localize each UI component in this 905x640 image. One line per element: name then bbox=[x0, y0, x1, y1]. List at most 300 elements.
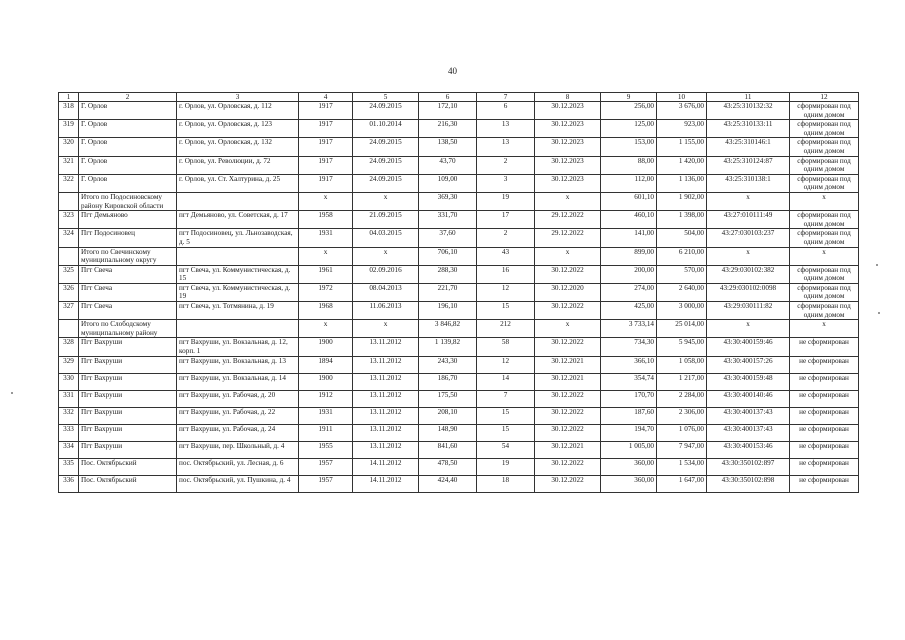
address-cell: пгт Вахруши, ул. Вокзальная, д. 14 bbox=[177, 373, 299, 390]
row-number: 329 bbox=[59, 356, 79, 373]
cadastral-number-cell: 43:29:030102:382 bbox=[707, 265, 790, 283]
land-area-cell: 360,00 bbox=[601, 458, 657, 475]
deadline-cell: x bbox=[535, 192, 601, 210]
address-cell: г. Орлов, ул. Ст. Халтурина, д. 25 bbox=[177, 174, 299, 192]
date-cell: x bbox=[353, 320, 419, 338]
cadastral-number-cell: 43:25:310124:87 bbox=[707, 156, 790, 174]
count-cell: 15 bbox=[477, 407, 535, 424]
settlement-cell: Пгт Вахруши bbox=[79, 373, 177, 390]
status-cell: сформирован под одним домом bbox=[790, 138, 859, 156]
deadline-cell: 30.12.2023 bbox=[535, 120, 601, 138]
date-cell: 04.03.2015 bbox=[353, 229, 419, 247]
address-cell: г. Орлов, ул. Орловская, д. 112 bbox=[177, 102, 299, 120]
deadline-cell: 30.12.2022 bbox=[535, 424, 601, 441]
table-header-row bbox=[59, 93, 859, 102]
value-cell: 1 420,00 bbox=[657, 156, 707, 174]
land-area-cell: 153,00 bbox=[601, 138, 657, 156]
status-cell: не сформирован bbox=[790, 390, 859, 407]
settlement-cell: Г. Орлов bbox=[79, 138, 177, 156]
year-cell: 1917 bbox=[299, 138, 353, 156]
cadastral-number-cell: 43:25:310132:32 bbox=[707, 102, 790, 120]
area-cell: 196,10 bbox=[419, 302, 477, 320]
area-cell: 138,50 bbox=[419, 138, 477, 156]
address-cell bbox=[177, 247, 299, 265]
table-total-row bbox=[59, 192, 859, 210]
scan-speck bbox=[878, 312, 880, 314]
year-cell: x bbox=[299, 192, 353, 210]
deadline-cell: 30.12.2020 bbox=[535, 283, 601, 301]
status-cell: сформирован под одним домом bbox=[790, 174, 859, 192]
column-header: 10 bbox=[657, 93, 707, 102]
column-header: 3 bbox=[177, 93, 299, 102]
date-cell: 02.09.2016 bbox=[353, 265, 419, 283]
settlement-cell: Пгт Свеча bbox=[79, 283, 177, 301]
table-total-row bbox=[59, 320, 859, 338]
count-cell: 3 bbox=[477, 174, 535, 192]
deadline-cell: 30.12.2023 bbox=[535, 102, 601, 120]
count-cell: 14 bbox=[477, 373, 535, 390]
address-cell: г. Орлов, ул. Революции, д. 72 bbox=[177, 156, 299, 174]
cadastral-number-cell: 43:29:030102:0098 bbox=[707, 283, 790, 301]
year-cell: 1955 bbox=[299, 441, 353, 458]
year-cell: 1917 bbox=[299, 102, 353, 120]
land-area-cell: 187,60 bbox=[601, 407, 657, 424]
settlement-cell: Г. Орлов bbox=[79, 174, 177, 192]
area-cell: 706,10 bbox=[419, 247, 477, 265]
row-number: 322 bbox=[59, 174, 79, 192]
column-header: 12 bbox=[790, 93, 859, 102]
year-cell: 1958 bbox=[299, 211, 353, 229]
address-cell: пгт Свеча, ул. Коммунистическая, д. 15 bbox=[177, 265, 299, 283]
address-cell: пгт Вахруши, ул. Рабочая, д. 22 bbox=[177, 407, 299, 424]
table-total-row bbox=[59, 247, 859, 265]
cadastral-number-cell: 43:30:400153:46 bbox=[707, 441, 790, 458]
value-cell: 1 217,00 bbox=[657, 373, 707, 390]
area-cell: 243,30 bbox=[419, 356, 477, 373]
year-cell: 1917 bbox=[299, 120, 353, 138]
value-cell: 570,00 bbox=[657, 265, 707, 283]
cadastral-number-cell: 43:30:400159:46 bbox=[707, 338, 790, 356]
year-cell: 1957 bbox=[299, 475, 353, 492]
address-cell bbox=[177, 320, 299, 338]
land-area-cell: 460,10 bbox=[601, 211, 657, 229]
date-cell: 13.11.2012 bbox=[353, 390, 419, 407]
settlement-cell: Пгт Вахруши bbox=[79, 441, 177, 458]
column-header: 11 bbox=[707, 93, 790, 102]
column-header: 1 bbox=[59, 93, 79, 102]
table-row bbox=[59, 441, 859, 458]
deadline-cell: 30.12.2022 bbox=[535, 407, 601, 424]
row-number: 323 bbox=[59, 211, 79, 229]
cadastral-number-cell: x bbox=[707, 192, 790, 210]
count-cell: 43 bbox=[477, 247, 535, 265]
settlement-cell: Пгт Вахруши bbox=[79, 424, 177, 441]
count-cell: 12 bbox=[477, 356, 535, 373]
area-cell: 331,70 bbox=[419, 211, 477, 229]
date-cell: 13.11.2012 bbox=[353, 338, 419, 356]
row-number: 326 bbox=[59, 283, 79, 301]
address-cell: пос. Октябрьский, ул. Лесная, д. 6 bbox=[177, 458, 299, 475]
status-cell: сформирован под одним домом bbox=[790, 211, 859, 229]
settlement-cell: Пос. Октябрьский bbox=[79, 475, 177, 492]
address-cell: пгт Свеча, ул. Тотмянина, д. 19 bbox=[177, 302, 299, 320]
land-area-cell: 274,00 bbox=[601, 283, 657, 301]
value-cell: 1 647,00 bbox=[657, 475, 707, 492]
deadline-cell: 29.12.2022 bbox=[535, 229, 601, 247]
count-cell: 13 bbox=[477, 120, 535, 138]
date-cell: 01.10.2014 bbox=[353, 120, 419, 138]
date-cell: 24.09.2015 bbox=[353, 174, 419, 192]
cadastral-number-cell: 43:25:310146:1 bbox=[707, 138, 790, 156]
deadline-cell: 30.12.2021 bbox=[535, 356, 601, 373]
row-number bbox=[59, 192, 79, 210]
land-area-cell: 366,10 bbox=[601, 356, 657, 373]
table-row bbox=[59, 283, 859, 301]
settlement-cell: Г. Орлов bbox=[79, 120, 177, 138]
row-number: 321 bbox=[59, 156, 79, 174]
value-cell: 1 136,00 bbox=[657, 174, 707, 192]
status-cell: не сформирован bbox=[790, 407, 859, 424]
value-cell: 3 000,00 bbox=[657, 302, 707, 320]
cadastral-number-cell: 43:25:310138:1 bbox=[707, 174, 790, 192]
area-cell: 208,10 bbox=[419, 407, 477, 424]
deadline-cell: 30.12.2021 bbox=[535, 441, 601, 458]
status-cell: сформирован под одним домом bbox=[790, 265, 859, 283]
area-cell: 216,30 bbox=[419, 120, 477, 138]
value-cell: 3 676,00 bbox=[657, 102, 707, 120]
table-row bbox=[59, 424, 859, 441]
value-cell: 5 945,00 bbox=[657, 338, 707, 356]
settlement-cell: Пгт Вахруши bbox=[79, 356, 177, 373]
settlement-cell: Пгт Свеча bbox=[79, 302, 177, 320]
year-cell: 1900 bbox=[299, 373, 353, 390]
cadastral-number-cell: 43:30:400137:43 bbox=[707, 407, 790, 424]
address-cell: пгт Подосиновец, ул. Льнозаводская, д. 5 bbox=[177, 229, 299, 247]
table-row bbox=[59, 356, 859, 373]
cadastral-number-cell: 43:30:400140:46 bbox=[707, 390, 790, 407]
date-cell: 24.09.2015 bbox=[353, 138, 419, 156]
date-cell: 14.11.2012 bbox=[353, 475, 419, 492]
address-cell: пгт Вахруши, ул. Рабочая, д. 20 bbox=[177, 390, 299, 407]
row-number: 335 bbox=[59, 458, 79, 475]
settlement-cell: Итого по Слободскому муниципальному району bbox=[79, 320, 177, 338]
value-cell: 1 902,00 bbox=[657, 192, 707, 210]
count-cell: 13 bbox=[477, 138, 535, 156]
value-cell: 923,00 bbox=[657, 120, 707, 138]
deadline-cell: 30.12.2023 bbox=[535, 156, 601, 174]
deadline-cell: 30.12.2022 bbox=[535, 458, 601, 475]
area-cell: 186,70 bbox=[419, 373, 477, 390]
settlement-cell: Пгт Подосиновец bbox=[79, 229, 177, 247]
cadastral-number-cell: 43:29:030111:82 bbox=[707, 302, 790, 320]
column-header: 2 bbox=[79, 93, 177, 102]
address-cell: пгт Вахруши, ул. Вокзальная, д. 12, корп. 1 bbox=[177, 338, 299, 356]
status-cell: сформирован под одним домом bbox=[790, 229, 859, 247]
land-area-cell: 112,00 bbox=[601, 174, 657, 192]
row-number: 336 bbox=[59, 475, 79, 492]
deadline-cell: 30.12.2022 bbox=[535, 338, 601, 356]
status-cell: не сформирован bbox=[790, 475, 859, 492]
cadastral-number-cell: x bbox=[707, 247, 790, 265]
date-cell: x bbox=[353, 247, 419, 265]
year-cell: 1917 bbox=[299, 156, 353, 174]
value-cell: 2 306,00 bbox=[657, 407, 707, 424]
value-cell: 1 155,00 bbox=[657, 138, 707, 156]
cadastral-number-cell: 43:30:350102:898 bbox=[707, 475, 790, 492]
land-area-cell: 170,70 bbox=[601, 390, 657, 407]
table-row bbox=[59, 174, 859, 192]
column-header: 9 bbox=[601, 93, 657, 102]
settlement-cell: Г. Орлов bbox=[79, 156, 177, 174]
row-number: 333 bbox=[59, 424, 79, 441]
scan-speck bbox=[876, 264, 878, 266]
cadastral-number-cell: 43:27:030103:237 bbox=[707, 229, 790, 247]
table-row bbox=[59, 302, 859, 320]
land-area-cell: 194,70 bbox=[601, 424, 657, 441]
date-cell: 13.11.2012 bbox=[353, 373, 419, 390]
count-cell: 54 bbox=[477, 441, 535, 458]
year-cell: 1911 bbox=[299, 424, 353, 441]
deadline-cell: x bbox=[535, 247, 601, 265]
date-cell: 21.09.2015 bbox=[353, 211, 419, 229]
land-area-cell: 125,00 bbox=[601, 120, 657, 138]
date-cell: 14.11.2012 bbox=[353, 458, 419, 475]
count-cell: 17 bbox=[477, 211, 535, 229]
date-cell: 13.11.2012 bbox=[353, 407, 419, 424]
column-header: 4 bbox=[299, 93, 353, 102]
settlement-cell: Пгт Вахруши bbox=[79, 390, 177, 407]
deadline-cell: 30.12.2022 bbox=[535, 390, 601, 407]
row-number: 324 bbox=[59, 229, 79, 247]
status-cell: не сформирован bbox=[790, 338, 859, 356]
cadastral-number-cell: 43:27:010111:49 bbox=[707, 211, 790, 229]
address-cell: пгт Вахруши, пер. Школьный, д. 4 bbox=[177, 441, 299, 458]
year-cell: 1961 bbox=[299, 265, 353, 283]
address-cell bbox=[177, 192, 299, 210]
address-cell: пос. Октябрьский, ул. Пушкина, д. 4 bbox=[177, 475, 299, 492]
area-cell: 109,00 bbox=[419, 174, 477, 192]
cadastral-number-cell: 43:25:310133:11 bbox=[707, 120, 790, 138]
address-cell: г. Орлов, ул. Орловская, д. 123 bbox=[177, 120, 299, 138]
land-area-cell: 734,30 bbox=[601, 338, 657, 356]
value-cell: 1 398,00 bbox=[657, 211, 707, 229]
table-row bbox=[59, 211, 859, 229]
deadline-cell: 29.12.2022 bbox=[535, 211, 601, 229]
count-cell: 19 bbox=[477, 458, 535, 475]
count-cell: 2 bbox=[477, 156, 535, 174]
row-number: 318 bbox=[59, 102, 79, 120]
value-cell: 7 947,00 bbox=[657, 441, 707, 458]
date-cell: 13.11.2012 bbox=[353, 441, 419, 458]
date-cell: 24.09.2015 bbox=[353, 102, 419, 120]
land-area-cell: 354,74 bbox=[601, 373, 657, 390]
row-number: 320 bbox=[59, 138, 79, 156]
count-cell: 16 bbox=[477, 265, 535, 283]
deadline-cell: 30.12.2022 bbox=[535, 302, 601, 320]
land-area-cell: 141,00 bbox=[601, 229, 657, 247]
address-cell: пгт Вахруши, ул. Рабочая, д. 24 bbox=[177, 424, 299, 441]
table-row bbox=[59, 120, 859, 138]
year-cell: 1894 bbox=[299, 356, 353, 373]
table-row bbox=[59, 475, 859, 492]
count-cell: 7 bbox=[477, 390, 535, 407]
count-cell: 15 bbox=[477, 302, 535, 320]
status-cell: не сформирован bbox=[790, 458, 859, 475]
count-cell: 19 bbox=[477, 192, 535, 210]
row-number bbox=[59, 320, 79, 338]
settlement-cell: Г. Орлов bbox=[79, 102, 177, 120]
page-number: 40 bbox=[448, 66, 457, 76]
table-row bbox=[59, 407, 859, 424]
date-cell: 13.11.2012 bbox=[353, 356, 419, 373]
area-cell: 1 139,82 bbox=[419, 338, 477, 356]
land-area-cell: 899,00 bbox=[601, 247, 657, 265]
row-number: 334 bbox=[59, 441, 79, 458]
settlement-cell: Пгт Демьяново bbox=[79, 211, 177, 229]
land-area-cell: 1 005,00 bbox=[601, 441, 657, 458]
row-number: 319 bbox=[59, 120, 79, 138]
cadastral-number-cell: 43:30:400157:26 bbox=[707, 356, 790, 373]
year-cell: 1917 bbox=[299, 174, 353, 192]
column-header: 8 bbox=[535, 93, 601, 102]
address-cell: пгт Демьяново, ул. Советская, д. 17 bbox=[177, 211, 299, 229]
land-area-cell: 360,00 bbox=[601, 475, 657, 492]
settlement-cell: Пос. Октябрьский bbox=[79, 458, 177, 475]
status-cell: сформирован под одним домом bbox=[790, 102, 859, 120]
status-cell: x bbox=[790, 247, 859, 265]
table-row bbox=[59, 338, 859, 356]
area-cell: 148,90 bbox=[419, 424, 477, 441]
address-cell: пгт Свеча, ул. Коммунистическая, д. 19 bbox=[177, 283, 299, 301]
area-cell: 369,30 bbox=[419, 192, 477, 210]
deadline-cell: 30.12.2021 bbox=[535, 373, 601, 390]
area-cell: 3 846,82 bbox=[419, 320, 477, 338]
date-cell: 08.04.2013 bbox=[353, 283, 419, 301]
area-cell: 172,10 bbox=[419, 102, 477, 120]
column-header: 6 bbox=[419, 93, 477, 102]
land-area-cell: 88,00 bbox=[601, 156, 657, 174]
year-cell: 1931 bbox=[299, 229, 353, 247]
row-number: 332 bbox=[59, 407, 79, 424]
status-cell: сформирован под одним домом bbox=[790, 156, 859, 174]
year-cell: 1972 bbox=[299, 283, 353, 301]
deadline-cell: 30.12.2023 bbox=[535, 174, 601, 192]
count-cell: 2 bbox=[477, 229, 535, 247]
date-cell: 24.09.2015 bbox=[353, 156, 419, 174]
area-cell: 221,70 bbox=[419, 283, 477, 301]
table-row bbox=[59, 265, 859, 283]
settlement-cell: Пгт Вахруши bbox=[79, 338, 177, 356]
date-cell: 11.06.2013 bbox=[353, 302, 419, 320]
year-cell: 1900 bbox=[299, 338, 353, 356]
table-body bbox=[59, 102, 859, 493]
status-cell: сформирован под одним домом bbox=[790, 283, 859, 301]
column-header: 5 bbox=[353, 93, 419, 102]
settlement-cell: Пгт Свеча bbox=[79, 265, 177, 283]
table-row bbox=[59, 102, 859, 120]
column-header: 7 bbox=[477, 93, 535, 102]
year-cell: 1931 bbox=[299, 407, 353, 424]
year-cell: 1912 bbox=[299, 390, 353, 407]
table-row bbox=[59, 229, 859, 247]
status-cell: не сформирован bbox=[790, 424, 859, 441]
date-cell: 13.11.2012 bbox=[353, 424, 419, 441]
value-cell: 25 014,00 bbox=[657, 320, 707, 338]
count-cell: 58 bbox=[477, 338, 535, 356]
deadline-cell: 30.12.2022 bbox=[535, 265, 601, 283]
status-cell: x bbox=[790, 320, 859, 338]
area-cell: 288,30 bbox=[419, 265, 477, 283]
settlement-cell: Пгт Вахруши bbox=[79, 407, 177, 424]
address-cell: пгт Вахруши, ул. Вокзальная, д. 13 bbox=[177, 356, 299, 373]
status-cell: сформирован под одним домом bbox=[790, 120, 859, 138]
table-row bbox=[59, 390, 859, 407]
land-area-cell: 601,10 bbox=[601, 192, 657, 210]
row-number: 325 bbox=[59, 265, 79, 283]
value-cell: 1 076,00 bbox=[657, 424, 707, 441]
deadline-cell: x bbox=[535, 320, 601, 338]
value-cell: 6 210,00 bbox=[657, 247, 707, 265]
table-row bbox=[59, 138, 859, 156]
count-cell: 15 bbox=[477, 424, 535, 441]
area-cell: 841,60 bbox=[419, 441, 477, 458]
area-cell: 478,50 bbox=[419, 458, 477, 475]
land-area-cell: 3 733,14 bbox=[601, 320, 657, 338]
address-cell: г. Орлов, ул. Орловская, д. 132 bbox=[177, 138, 299, 156]
value-cell: 1 058,00 bbox=[657, 356, 707, 373]
count-cell: 18 bbox=[477, 475, 535, 492]
land-area-cell: 256,00 bbox=[601, 102, 657, 120]
count-cell: 6 bbox=[477, 102, 535, 120]
table-row bbox=[59, 156, 859, 174]
year-cell: x bbox=[299, 320, 353, 338]
status-cell: x bbox=[790, 192, 859, 210]
scan-speck bbox=[11, 392, 13, 394]
area-cell: 175,50 bbox=[419, 390, 477, 407]
row-number: 327 bbox=[59, 302, 79, 320]
value-cell: 504,00 bbox=[657, 229, 707, 247]
housing-registry-table bbox=[58, 92, 859, 493]
status-cell: не сформирован bbox=[790, 373, 859, 390]
row-number: 330 bbox=[59, 373, 79, 390]
cadastral-number-cell: 43:30:400137:43 bbox=[707, 424, 790, 441]
area-cell: 424,40 bbox=[419, 475, 477, 492]
date-cell: x bbox=[353, 192, 419, 210]
value-cell: 2 284,00 bbox=[657, 390, 707, 407]
value-cell: 1 534,00 bbox=[657, 458, 707, 475]
value-cell: 2 640,00 bbox=[657, 283, 707, 301]
year-cell: 1968 bbox=[299, 302, 353, 320]
land-area-cell: 200,00 bbox=[601, 265, 657, 283]
settlement-cell: Итого по Свечинскому муниципальному округу bbox=[79, 247, 177, 265]
cadastral-number-cell: x bbox=[707, 320, 790, 338]
area-cell: 37,60 bbox=[419, 229, 477, 247]
deadline-cell: 30.12.2023 bbox=[535, 138, 601, 156]
cadastral-number-cell: 43:30:350102:897 bbox=[707, 458, 790, 475]
table-row bbox=[59, 373, 859, 390]
area-cell: 43,70 bbox=[419, 156, 477, 174]
status-cell: сформирован под одним домом bbox=[790, 302, 859, 320]
year-cell: 1957 bbox=[299, 458, 353, 475]
deadline-cell: 30.12.2022 bbox=[535, 475, 601, 492]
table-row bbox=[59, 458, 859, 475]
count-cell: 212 bbox=[477, 320, 535, 338]
row-number: 331 bbox=[59, 390, 79, 407]
status-cell: не сформирован bbox=[790, 356, 859, 373]
land-area-cell: 425,00 bbox=[601, 302, 657, 320]
row-number: 328 bbox=[59, 338, 79, 356]
year-cell: x bbox=[299, 247, 353, 265]
